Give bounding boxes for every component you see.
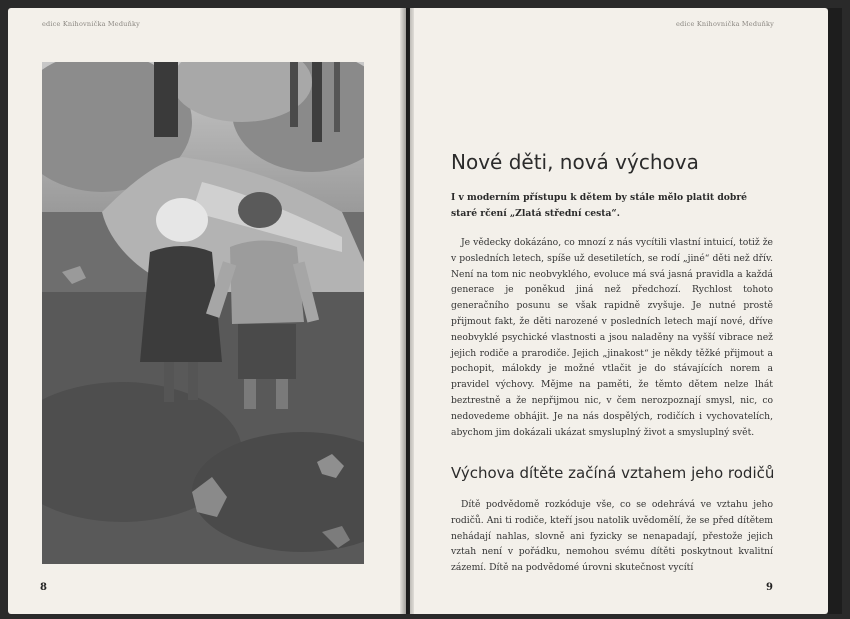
body-paragraph-2: Dítě podvědomě rozkóduje vše, co se odehrává ve vztahu jeho rodičů. Ani ti rodiče, kteří jsou natolik uvědomělí, že se před dítětem nehádají nahlas, slovně ani fyzicky se nenapadají, přestože jejich vztah není v pořádku, nemohou svému dítěti poskytnout kvalitní zázemí. Dítě na podvědomé úrovni skutečnost vycítí (451, 499, 773, 574)
photo-children-forest-path (42, 62, 364, 564)
right-running-header: edice Knihovnička Meduňky (676, 20, 774, 28)
body-paragraph-1: Je vědecky dokázáno, co mnozí z nás vycítili vlastní intuicí, totiž že v posledních letech, spíše už desetiletích, se rodí „jiné“ děti než dřív. Není na tom nic neobvyklého, evoluce má svá jasná pravidla a každá generace je poněkud jiná než předchozí. Rychlost tohoto generačního posunu se však rapidně zvyšuje. Je nutné prostě přijmout fakt, že děti narozené v posledních letech mají nové, dříve neobvyklé psychické vlastnosti a jsou naladěny na vyšší vibrace než jejich rodiče a prarodiče. Jejich „jinakost“ je někdy těžké přijmout a pochopit, málokdy je možné vtlačit je do stávajících norem a pravidel výchovy. Mějme na paměti, že těmto dětem nelze lhát beztrestně a že nepřijmou nic, v čem nerozpoznají smysl, nic, co nedovedeme obhájit. Je na nás dospělých, rodičích i vychovatelích, abychom jim dokázali ukázat smysluplný život a smysluplný svět. (451, 237, 773, 438)
children-walking-illustration (42, 62, 364, 564)
lead-paragraph: I v moderním přístupu k dětem by stále mělo platit dobré staré rčení „Zlatá střední cesta“. (451, 192, 748, 219)
chapter-title: Nové děti, nová výchova (451, 150, 699, 174)
left-page-number: 8 (40, 582, 47, 593)
right-page-number: 9 (766, 582, 773, 593)
book-edge (828, 8, 842, 614)
left-running-header: edice Knihovnička Meduňky (42, 20, 140, 28)
section-subtitle: Výchova dítěte začíná vztahem jeho rodičů (451, 464, 775, 482)
book-gutter (400, 8, 414, 614)
